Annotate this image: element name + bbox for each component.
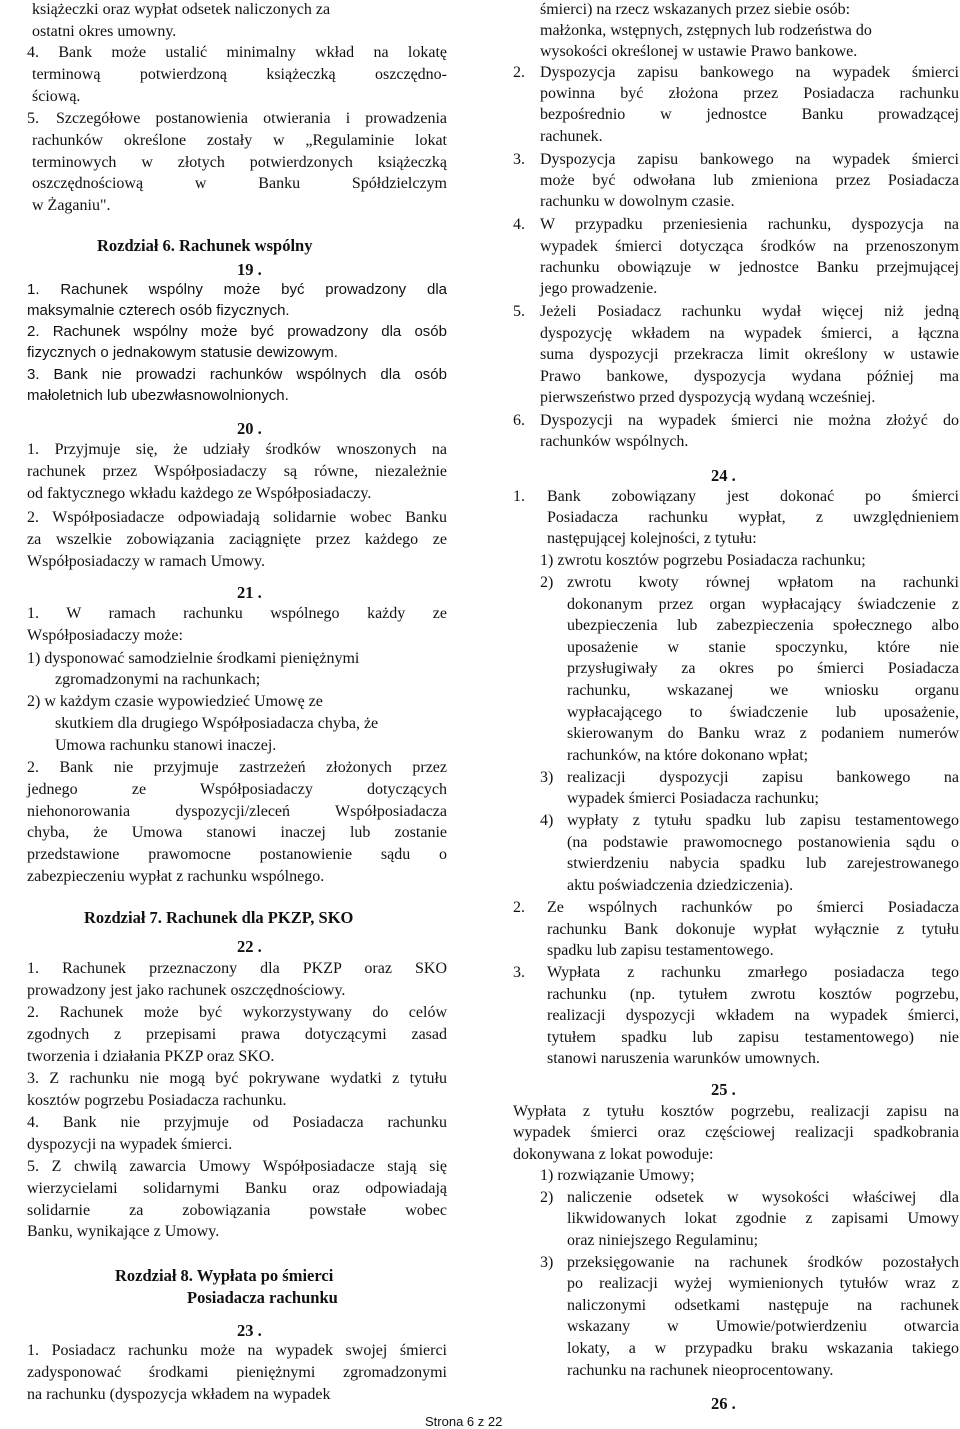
text-line: aktu poświadczenia dziedziczenia).	[567, 877, 794, 894]
text-line: 2.	[513, 899, 525, 916]
text-line: stwierdzeniu nabycia spadku lub zarejestrowanego	[567, 855, 959, 872]
section-heading: 24 .	[711, 466, 736, 485]
text-line: 1. Posiadacz rachunku może na wypadek swojej śmierci	[27, 1342, 447, 1359]
text-line: dyspozycji na wypadek śmierci.	[27, 1135, 233, 1153]
text-line: w Żaganiu".	[32, 197, 111, 215]
text-line: Banku, wynikające z Umowy.	[27, 1223, 220, 1241]
text-line: Posiadacza rachunku wypłat, z uwzględnieniem	[547, 509, 959, 526]
text-line: od faktycznego wkładu każdego ze Współposiadaczy.	[27, 484, 372, 502]
text-line: wskazany w Umowie/potwierdzeniu otwarcia	[567, 1318, 959, 1335]
text-line: zabezpieczeniu wypłat z rachunku wspólnego.	[27, 868, 325, 885]
text-line: prowadzony jest jako rachunek oszczędnościowy.	[27, 981, 346, 999]
text-line: 2. Rachunek może być wykorzystywany do celów	[27, 1004, 447, 1021]
text-line: niehonorowania dyspozycji/zleceń Współposiadacza	[27, 802, 447, 820]
text-line: wypadek śmierci oraz częściowej realizacji spadkobrania	[513, 1124, 959, 1141]
text-line: książeczki oraz wypłat odsetek naliczonych za	[32, 1, 331, 18]
text-line: 4. Bank nie przyjmuje od Posiadacza rachunku	[27, 1114, 447, 1131]
text-line: Współposiadaczy w ramach Umowy.	[27, 552, 265, 570]
section-heading: 19 .	[237, 260, 262, 279]
text-line: oraz niniejszego Regulaminu;	[567, 1232, 759, 1249]
text-line: skierowanym do Banku wraz z podaniem numerów	[567, 725, 959, 742]
text-line: przysługiwały za okres po śmierci Posiadacza	[567, 660, 959, 677]
text-line: może być odwołana lub zmieniona przez Posiadacza	[540, 172, 959, 189]
text-line: kosztów pogrzebu Posiadacza rachunku.	[27, 1091, 287, 1109]
page-footer: Strona 6 z 22	[425, 1414, 503, 1429]
text-line: powinna być złożona przez Posiadacza rachunku	[540, 85, 959, 102]
text-line: ściową.	[32, 88, 81, 105]
text-line: terminowych w złotych potwierdzonych książeczką	[32, 153, 447, 171]
text-line: 5.	[513, 303, 525, 320]
text-line: rachunku w dowolnym czasie.	[540, 193, 735, 210]
text-line: likwidowanych lokat zgodnie z zapisami Umowy	[567, 1210, 959, 1227]
text-line: skutkiem dla drugiego Współposiadacza chyba, że	[55, 715, 379, 732]
text-line: Jeżeli Posiadacz rachunku wydał więcej niż jedną	[540, 303, 959, 320]
text-line: realizacji dyspozycji wkładem na wypadek śmierci,	[547, 1007, 959, 1024]
text-line: następującej kolejności, z tytułu:	[547, 530, 757, 547]
text-line: suma dyspozycji przekracza limit określony w ustawie	[540, 346, 959, 363]
text-line: 2. Bank nie przyjmuje zastrzeżeń złożonych przez	[27, 759, 447, 776]
text-line: Ze wspólnych rachunków po śmierci Posiadacza	[547, 899, 959, 916]
text-line: Umowa rachunku stanowi inaczej.	[55, 737, 277, 754]
text-line: chyba, że Umowa stanowi inaczej lub zostanie	[27, 824, 447, 842]
text-line: małoletnich lub ubezwłasnowolnionych.	[27, 387, 289, 404]
text-line: solidarnie za zobowiązania powstałe wobec	[27, 1201, 447, 1219]
text-line: fizycznych o jednakowym statusie dewizowym.	[27, 344, 338, 361]
section-heading: 23 .	[237, 1321, 262, 1340]
text-line: wypadek śmierci dotycząca środków na przenoszonym	[540, 238, 959, 255]
text-line: 2. Rachunek wspólny może być prowadzony dla osób	[27, 323, 447, 340]
text-line: naliczenie odsetek w wysokości właściwej dla	[567, 1189, 959, 1206]
text-line: 3. Z rachunku nie mogą być pokrywane wydatki z tytułu	[27, 1070, 447, 1087]
text-line: 1. Rachunek przeznaczony dla PKZP oraz SKO	[27, 960, 447, 977]
text-line: rachunku na rachunek nieoprocentowany.	[567, 1362, 834, 1379]
section-heading: Rozdział 8. Wypłata po śmierci	[115, 1266, 334, 1285]
text-line: rachunku, wskazanej we wniosku organu	[567, 682, 959, 699]
text-line: jednego ze Współposiadaczy dotyczących	[27, 780, 447, 798]
text-line: realizacji dyspozycji zapisu bankowego na	[567, 769, 959, 786]
text-line: 2)	[540, 1189, 554, 1206]
text-line: Prawo bankowe, dyspozycja wydana później ma	[540, 368, 959, 385]
text-line: ubezpieczenia lub zabezpieczenia społecznego albo	[567, 617, 959, 634]
text-line: wypadek śmierci Posiadacza rachunku;	[567, 790, 819, 807]
text-line: Dyspozycja zapisu bankowego na wypadek śmierci	[540, 64, 959, 81]
text-line: 1. Rachunek wspólny może być prowadzony dla	[27, 281, 447, 298]
text-line: 4. Bank może ustalić minimalny wkład na lokatę	[27, 44, 447, 61]
text-line: wypłaty z tytułu spadku lub zapisu testamentowego	[567, 812, 959, 829]
section-heading: 22 .	[237, 937, 262, 956]
text-line: małżonka, wstępnych, zstępnych lub rodzeństwa do	[540, 22, 872, 39]
text-line: (na podstawie prawomocnego postanowienia sądu o	[567, 834, 959, 851]
text-line: stanowi naruszenia warunków umownych.	[547, 1050, 820, 1067]
text-line: Bank zobowiązany jest dokonać po śmierci	[547, 488, 959, 505]
text-line: dokonanym przez organ wypłacający świadczenie z	[567, 596, 959, 613]
text-line: spadku lub zapisu testamentowego.	[547, 942, 774, 959]
text-line: 5. Z chwilą zawarcia Umowy Współposiadacze stają się	[27, 1158, 447, 1175]
section-heading: Rozdział 6. Rachunek wspólny	[97, 236, 313, 255]
text-line: za wszelkie zobowiązania zaciągnięte przez każdego ze	[27, 530, 447, 548]
text-line: wysokości określonej w ustawie Prawo bankowe.	[540, 43, 858, 60]
text-line: Szczegółowe postanowienia otwierania i prowadzenia	[56, 110, 447, 127]
text-line: na rachunku (dyspozycja wkładem na wypadek	[27, 1385, 331, 1403]
text-line: 2) w każdym czasie wypowiedzieć Umowę ze	[27, 693, 323, 710]
section-heading: 21 .	[237, 583, 262, 602]
text-line: rachunków, na które dokonano wpłat;	[567, 747, 809, 764]
text-line: 1) zwrotu kosztów pogrzebu Posiadacza rachunku;	[540, 552, 866, 569]
text-line: rachunek przez Współposiadaczy są równe, niezależnie	[27, 462, 447, 480]
text-line: 1) dysponować samodzielnie środkami pieniężnymi	[27, 650, 360, 667]
text-line: Dyspozycji na wypadek śmierci nie można złożyć do	[540, 412, 959, 429]
text-line: zwrotu kwoty równej wpłatom na rachunki	[567, 574, 959, 591]
list-number: 5.	[27, 110, 39, 127]
section-heading: Rozdział 7. Rachunek dla PKZP, SKO	[84, 908, 354, 927]
text-line: Wypłata z tytułu kosztów pogrzebu, realizacji zapisu na	[513, 1103, 959, 1120]
text-line: 1.	[513, 488, 525, 505]
text-line: oszczędnościową w Banku Spółdzielczym	[32, 175, 447, 193]
text-line: tytułem spadku lub zapisu testamentowego) nie	[547, 1029, 959, 1046]
text-line: rachunku obowiązuje w jednostce Banku przejmującej	[540, 259, 959, 276]
text-line: terminową potwierdzoną książeczką oszczędno-	[32, 66, 447, 83]
text-line: 6.	[513, 412, 525, 429]
text-line: maksymalnie czterech osób fizycznych.	[27, 302, 290, 319]
text-line: Wypłata z rachunku zmarłego posiadacza tego	[547, 964, 959, 981]
text-line: uposażenie w stanie spoczynku, które nie	[567, 639, 959, 656]
text-line: dokonywana z lokat powoduje:	[513, 1146, 714, 1163]
text-line: ostatni okres umowny.	[32, 23, 177, 40]
text-line: bezpośrednio w jednostce Banku prowadzącej	[540, 106, 959, 123]
text-line: 2.	[513, 64, 525, 81]
text-line: 3)	[540, 769, 554, 786]
text-line: 1) rozwiązanie Umowy;	[540, 1167, 695, 1184]
text-line: 2)	[540, 574, 554, 591]
text-line: 1. Przyjmuje się, że udziały środków wnoszonych na	[27, 441, 447, 458]
text-line: wypłacającego to świadczenie lub uposażenie,	[567, 704, 959, 721]
text-line: rachunków określone zostały w „Regulaminie lokat	[32, 131, 447, 149]
text-line: wierzycielami solidarnymi Banku oraz odpowiadają	[27, 1179, 447, 1197]
text-line: 3.	[513, 964, 525, 981]
text-line: zadysponować środkami pieniężnymi zgromadzonymi	[27, 1363, 447, 1381]
section-heading: 25 .	[711, 1080, 736, 1099]
text-line: śmierci) na rzecz wskazanych przez siebie osób:	[540, 1, 851, 18]
text-line: rachunku (np. tytułem zwrotu kosztów pogrzebu,	[547, 986, 959, 1003]
text-line: 1. W ramach rachunku wspólnego każdy ze	[27, 605, 447, 622]
text-line	[27, 109, 447, 129]
text-line: jego prowadzenie.	[540, 280, 658, 297]
text-line: lokaty, a w przypadku braku wskazania takiego	[567, 1340, 959, 1357]
text-line: Współposiadaczy może:	[27, 626, 183, 644]
text-line: przedstawione prawomocne postanowienie sądu o	[27, 846, 447, 864]
text-line: tworzenia i działania PKZP oraz SKO.	[27, 1047, 275, 1065]
text-line: 3.	[513, 151, 525, 168]
text-line: rachunek.	[540, 128, 603, 145]
section-heading: 26 .	[711, 1394, 736, 1413]
text-line: 4.	[513, 216, 525, 233]
text-line: 4)	[540, 812, 554, 829]
section-heading: Posiadacza rachunku	[187, 1288, 338, 1307]
text-line: naliczonymi odsetkami następuje na rachunek	[567, 1297, 959, 1314]
text-line: zgromadzonymi na rachunkach;	[55, 671, 261, 688]
text-line: Dyspozycja zapisu bankowego na wypadek śmierci	[540, 151, 959, 168]
text-line: 3)	[540, 1254, 554, 1271]
text-line: rachunków wspólnych.	[540, 433, 689, 450]
text-line: 2. Współposiadacze odpowiadają solidarnie wobec Banku	[27, 509, 447, 526]
text-line: zgodnych z przepisami prawa dotyczącymi zasad	[27, 1025, 447, 1043]
text-line: 3. Bank nie prowadzi rachunków wspólnych dla osób	[27, 366, 447, 383]
text-line: rachunku Bank dokonuje wypłat wyłącznie z tytułu	[547, 921, 959, 938]
section-heading: 20 .	[237, 419, 262, 438]
text-line: pierwszeństwo przed dyspozycją wydaną wcześniej.	[540, 389, 876, 406]
text-line: W przypadku przeniesienia rachunku, dyspozycja na	[540, 216, 959, 233]
text-line: przeksięgowanie na rachunek środków pozostałych	[567, 1254, 959, 1271]
text-line: po realizacji wyżej wymienionych tytułów wraz z	[567, 1275, 959, 1292]
text-line: dyspozycję wkładem na wypadek śmierci, a łączna	[540, 325, 959, 342]
